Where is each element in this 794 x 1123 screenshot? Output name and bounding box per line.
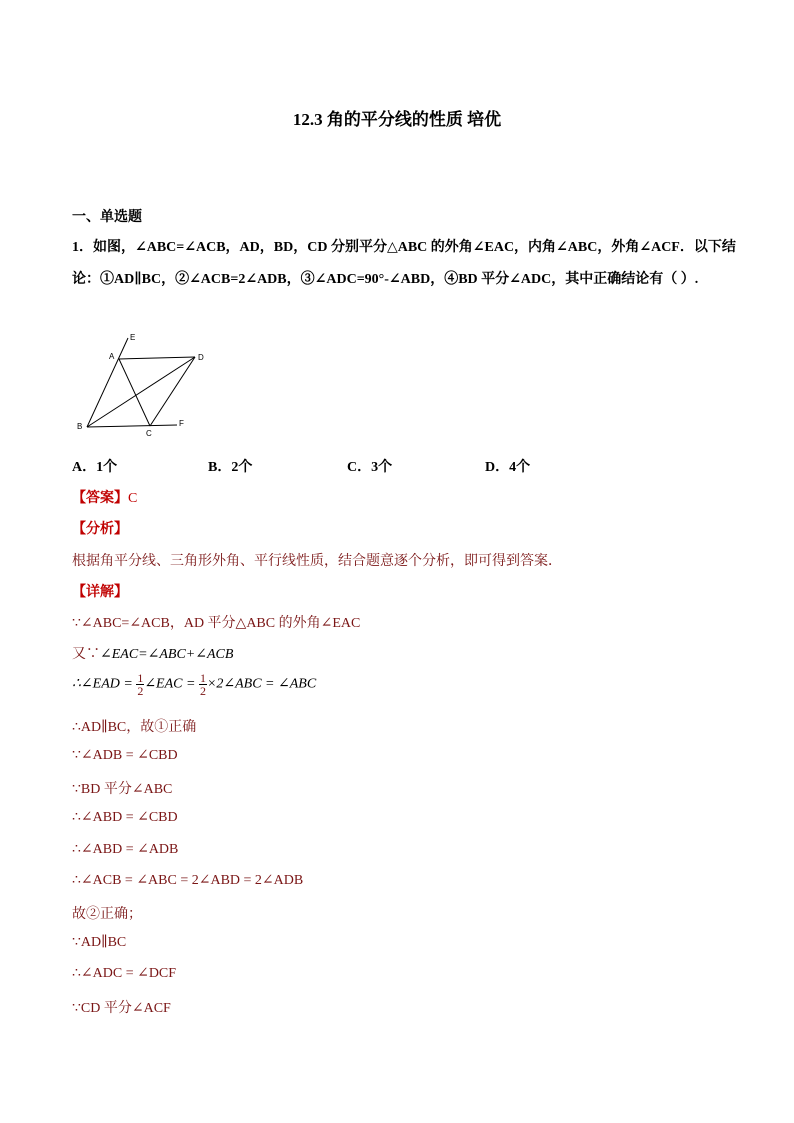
- fraction-numerator: 1: [137, 671, 144, 685]
- detail-tag: 【详解】: [72, 585, 128, 600]
- detail-line-3-c: ×2∠ABC = ∠ABC: [206, 676, 317, 692]
- fraction-numerator: 1: [199, 671, 206, 685]
- question-line-1: 1．如图，∠ABC=∠ACB，AD，BD，CD 分别平分△ABC 的外角∠EAC，内角∠ABC，外角∠ACF．以下结: [72, 240, 736, 255]
- line-c-d: [150, 357, 195, 426]
- line-a-d: [119, 357, 195, 359]
- point-label-c: C: [146, 429, 152, 438]
- detail-line-1: ∵∠ABC=∠ACB，AD 平分△ABC 的外角∠EAC: [72, 616, 361, 631]
- detail-line-2-prefix: 又∵: [72, 647, 100, 662]
- detail-line-9: ∴∠ACB = ∠ABC = 2∠ABD = 2∠ADB: [72, 873, 304, 888]
- detail-line-6: ∵BD 平分∠ABC: [72, 782, 173, 797]
- page-title: 12.3 角的平分线的性质 培优: [292, 110, 502, 129]
- option-b[interactable]: B．2个: [208, 460, 253, 475]
- point-label-d: D: [198, 353, 204, 362]
- point-label-e: E: [130, 333, 136, 342]
- answer-tag: 【答案】: [72, 491, 128, 506]
- analysis-text: 根据角平分线、三角形外角、平行线性质，结合题意逐个分析，即可得到答案．: [72, 554, 562, 569]
- analysis-tag: 【分析】: [72, 522, 128, 537]
- detail-line-7: ∴∠ABD = ∠CBD: [72, 810, 178, 825]
- detail-line-3-b: ∠EAC =: [144, 676, 196, 692]
- answer-row: [72, 487, 137, 507]
- point-label-a: A: [109, 352, 115, 361]
- fraction-denominator: 2: [199, 684, 206, 698]
- detail-line-4: ∴AD∥BC，故①正确: [72, 720, 197, 735]
- option-d[interactable]: D．4个: [485, 460, 531, 475]
- detail-line-10: 故②正确；: [72, 907, 142, 922]
- option-a[interactable]: A．1个: [72, 460, 118, 475]
- question-line-2: 论：①AD∥BC，②∠ACB=2∠ADB，③∠ADC=90°-∠ABD，④BD 平分∠ADC，其中正确结论有（ ）.: [72, 272, 699, 287]
- geometry-figure: [72, 330, 212, 440]
- point-label-b: B: [77, 422, 83, 431]
- detail-line-3-a: ∴∠EAD =: [72, 676, 133, 692]
- fraction-denominator: 2: [137, 684, 144, 698]
- option-c[interactable]: C．3个: [347, 460, 393, 475]
- detail-line-12: ∴∠ADC = ∠DCF: [72, 966, 177, 981]
- detail-line-3: [72, 672, 316, 697]
- detail-line-13: ∵CD 平分∠ACF: [72, 1001, 171, 1016]
- fraction-half-2: [199, 672, 207, 697]
- detail-line-11: ∵AD∥BC: [72, 935, 127, 950]
- detail-line-2-math: ∠EAC=∠ABC+∠ACB: [100, 647, 234, 662]
- line-a-c: [119, 359, 150, 426]
- detail-line-8: ∴∠ABD = ∠ADB: [72, 842, 179, 857]
- detail-line-5: ∵∠ADB = ∠CBD: [72, 748, 178, 763]
- point-label-f: F: [179, 419, 184, 428]
- line-b-f: [87, 425, 177, 427]
- section-heading: 一、单选题: [72, 210, 142, 225]
- detail-line-2: [72, 643, 233, 663]
- answer-value: C: [128, 491, 138, 506]
